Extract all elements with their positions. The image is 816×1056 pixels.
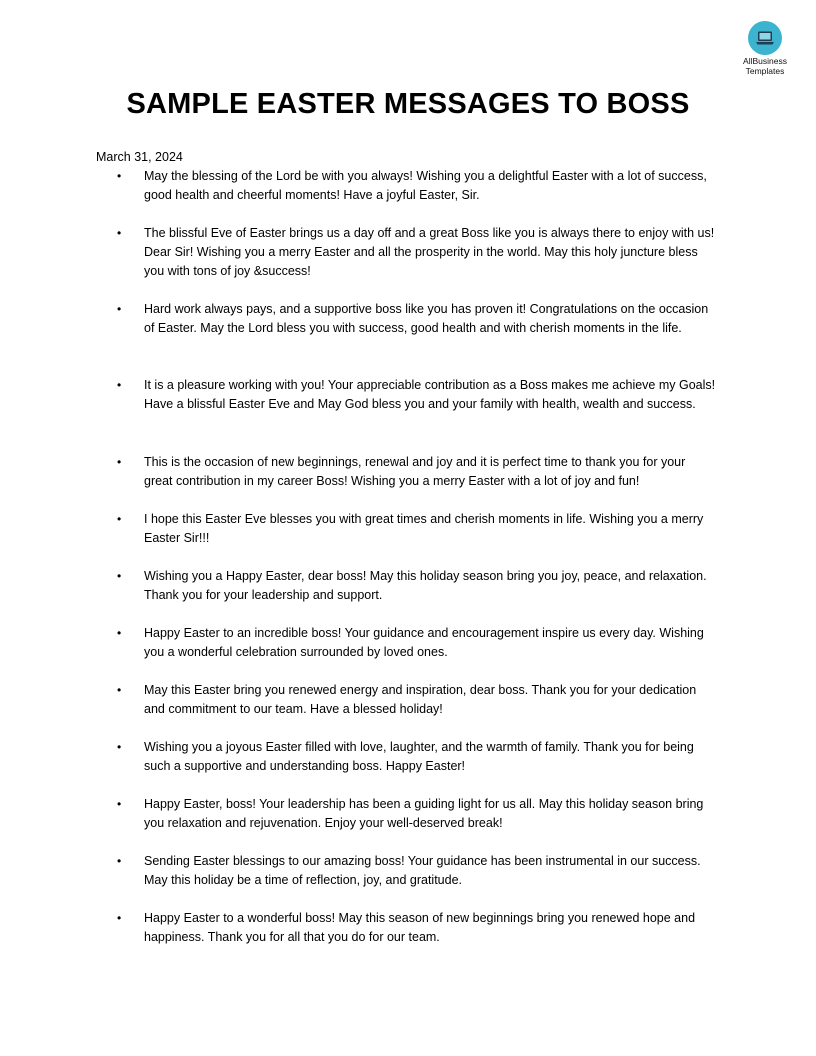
brand-name-line2: Templates (745, 65, 785, 76)
bullet-icon: • (117, 378, 122, 392)
message-text: May this Easter bring you renewed energy and inspiration, dear boss. Thank you for your dedication and commitment to our team. Have a blessed holiday! (144, 683, 697, 717)
brand-logo (735, 21, 795, 76)
document-date: March 31, 2024 (96, 150, 183, 164)
bullet-icon: • (117, 683, 122, 697)
message-text: Wishing you a joyous Easter filled with love, laughter, and the warmth of family. Thank you for being such a supportive and understanding boss. Happy Easter! (144, 740, 694, 774)
bullet-icon: • (117, 626, 122, 640)
message-text: The blissful Eve of Easter brings us a day off and a great Boss like you is always there to enjoy with us! Dear Sir! Wishing you a merry Easter and all the prosperity in the world. May this holy juncture bless you with tons of joy &success! (144, 226, 715, 279)
list-item (117, 167, 716, 205)
bullet-icon: • (117, 169, 122, 183)
brand-name-line1: AllBusiness (743, 56, 787, 66)
brand-logo-text (735, 57, 795, 76)
list-item (117, 510, 716, 548)
list-item (117, 681, 716, 719)
bullet-icon: • (117, 455, 122, 469)
bullet-icon: • (117, 226, 122, 240)
message-text: Happy Easter, boss! Your leadership has been a guiding light for us all. May this holiday season bring you relaxation and rejuvenation. Enjoy your well-deserved break! (144, 797, 704, 831)
list-item (117, 909, 716, 947)
list-item (117, 624, 716, 662)
bullet-icon: • (117, 797, 122, 811)
list-item (117, 567, 716, 605)
message-text: Happy Easter to a wonderful boss! May this season of new beginnings bring you renewed hope and happiness. Thank you for all that you do for our team. (144, 911, 696, 945)
bullet-icon: • (117, 911, 122, 925)
list-item (117, 738, 716, 776)
list-item (117, 852, 716, 890)
list-item (117, 224, 716, 282)
list-item (117, 453, 716, 491)
bullet-icon: • (117, 569, 122, 583)
laptop-icon (748, 21, 782, 55)
list-item (117, 300, 716, 338)
message-text: I hope this Easter Eve blesses you with great times and cherish moments in life. Wishing you a merry Easter Sir!!! (144, 512, 704, 546)
message-text: May the blessing of the Lord be with you always! Wishing you a delightful Easter with a lot of success, good health and cheerful moments! Have a joyful Easter, Sir. (144, 169, 707, 203)
list-item (117, 795, 716, 833)
bullet-icon: • (117, 854, 122, 868)
message-text: Happy Easter to an incredible boss! Your guidance and encouragement inspire us every day. Wishing you a wonderful celebration surrounded by loved ones. (144, 626, 704, 660)
bullet-icon: • (117, 740, 122, 754)
page-title: SAMPLE EASTER MESSAGES TO BOSS (126, 88, 690, 120)
bullet-icon: • (117, 512, 122, 526)
bullet-icon: • (117, 302, 122, 316)
message-text: It is a pleasure working with you! Your appreciable contribution as a Boss makes me achieve my Goals! Have a blissful Easter Eve and May God bless you and your family with health, wealth and success. (144, 378, 716, 412)
message-text: Hard work always pays, and a supportive boss like you has proven it! Congratulations on the occasion of Easter. May the Lord bless you with success, good health and with cherish moments in the life. (144, 302, 709, 336)
message-text: This is the occasion of new beginnings, renewal and joy and it is perfect time to thank you for your great contribution in my career Boss! Wishing you a merry Easter with a lot of joy and fun! (144, 455, 686, 489)
list-item (117, 376, 716, 414)
message-text: Sending Easter blessings to our amazing boss! Your guidance has been instrumental in our success. May this holiday be a time of reflection, joy, and gratitude. (144, 854, 701, 888)
message-text: Wishing you a Happy Easter, dear boss! May this holiday season bring you joy, peace, and relaxation. Thank you for your leadership and support. (144, 569, 707, 603)
